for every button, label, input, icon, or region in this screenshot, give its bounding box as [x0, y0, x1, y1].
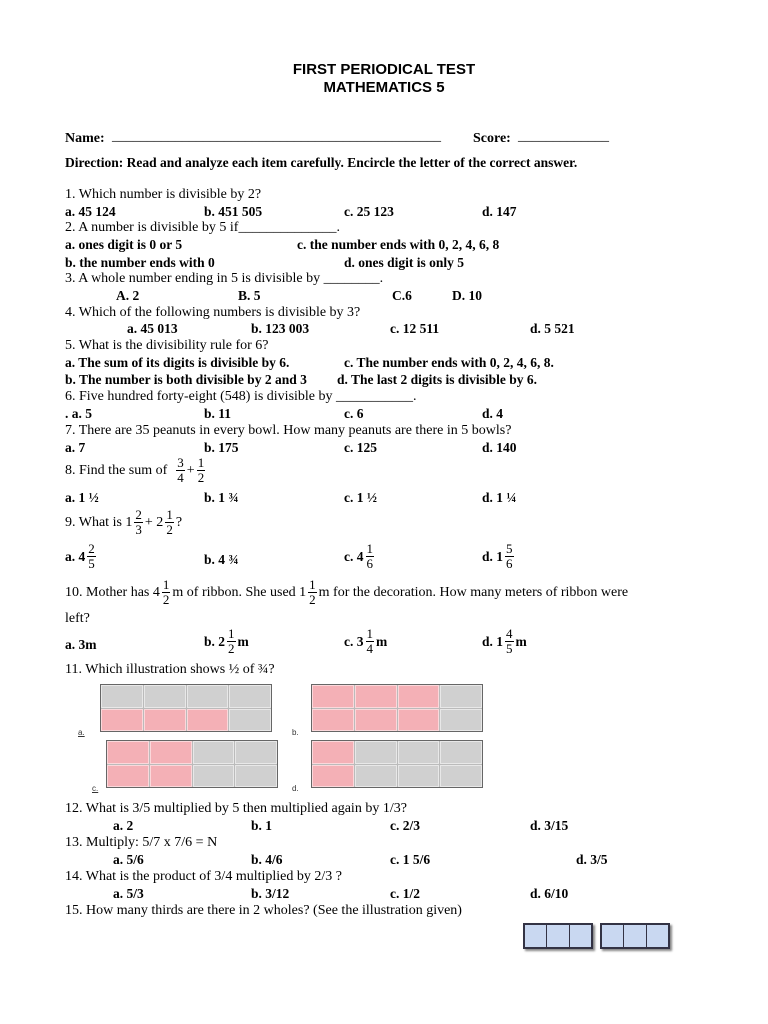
q8-fraction-2: $\frac{1}{2}$: [197, 455, 205, 485]
question-1: 1. Which number is divisible by 2?: [65, 187, 262, 202]
score-field[interactable]: _____________: [518, 129, 609, 144]
q1-choice-d[interactable]: d. 147: [482, 204, 517, 219]
q7-choice-b[interactable]: b. 175: [204, 440, 239, 455]
name-field[interactable]: _______________________________________________: [112, 129, 441, 144]
q12-choice-b[interactable]: b. 1: [251, 818, 273, 833]
q1-choice-a[interactable]: a. 45 124: [65, 204, 116, 219]
q5-choice-d[interactable]: d. The last 2 digits is divisible by 6.: [337, 372, 538, 387]
q8-choice-d[interactable]: d. 1 ¼: [482, 490, 517, 505]
q14-choice-a[interactable]: a. 5/3: [113, 886, 144, 901]
q10-choice-b[interactable]: b. 2 $\frac{1}{2}$ m: [204, 626, 249, 656]
q9-choice-b[interactable]: b. 4 ¾: [204, 552, 239, 567]
q13-choice-a[interactable]: a. 5/6: [113, 852, 144, 867]
q3-choice-b[interactable]: B. 5: [238, 288, 261, 303]
q8-fraction-1: $\frac{3}{4}$: [177, 455, 184, 485]
q9-fraction-2: $\frac{1}{2}$: [166, 507, 173, 537]
question-5: 5. What is the divisibility rule for 6?: [65, 338, 269, 353]
q14-choice-d[interactable]: d. 6/10: [530, 886, 569, 901]
question-2: 2. A number is divisible by 5 if______________.: [65, 220, 340, 235]
question-7: 7. There are 35 peanuts in every bowl. How many peanuts are there in 5 bowls?: [65, 423, 512, 438]
q7-choice-d[interactable]: d. 140: [482, 440, 517, 455]
q2-choice-d[interactable]: d. ones digit is only 5: [344, 255, 465, 270]
q4-choice-a[interactable]: a. 45 013: [127, 321, 178, 336]
q10-choice-c[interactable]: c. 3 $\frac{1}{4}$ m: [344, 626, 388, 656]
q9-choice-c[interactable]: c. 4 $\frac{1}{6}$: [344, 541, 373, 571]
q5-choice-c[interactable]: c. The number ends with 0, 2, 4, 6, 8.: [344, 355, 554, 370]
q12-choice-c[interactable]: c. 2/3: [390, 818, 420, 833]
q8-plus: +: [186, 462, 195, 478]
q9-choice-d[interactable]: d. 1 $\frac{5}{6}$: [482, 541, 513, 571]
illustration-c-label: c.: [92, 784, 99, 793]
q13-choice-c[interactable]: c. 1 5/6: [390, 852, 431, 867]
q8-choice-c[interactable]: c. 1 ½: [344, 490, 377, 505]
subject-title: MATHEMATICS 5: [323, 79, 445, 96]
thirds-illustration-2: [600, 923, 670, 949]
q2-choice-a[interactable]: a. ones digit is 0 or 5: [65, 237, 183, 252]
q4-choice-c[interactable]: c. 12 511: [390, 321, 440, 336]
question-8: [65, 456, 207, 485]
illustration-d-label: d.: [292, 784, 299, 793]
q5-choice-b[interactable]: b. The number is both divisible by 2 and 3: [65, 372, 307, 387]
q2-choice-b[interactable]: b. the number ends with 0: [65, 255, 215, 270]
illustration-a-label: a.: [78, 728, 85, 737]
q7-choice-a[interactable]: a. 7: [65, 440, 86, 455]
question-3: 3. A whole number ending in 5 is divisible by ________.: [65, 271, 384, 286]
question-10-continued: left?: [65, 611, 90, 626]
question-4: 4. Which of the following numbers is divisible by 3?: [65, 305, 361, 320]
q6-choice-b[interactable]: b. 11: [204, 406, 232, 421]
score-label: Score:: [473, 131, 511, 146]
q12-choice-a[interactable]: a. 2: [113, 818, 134, 833]
q14-choice-c[interactable]: c. 1/2: [390, 886, 420, 901]
question-12: 12. What is 3/5 multiplied by 5 then multiplied again by 1/3?: [65, 801, 407, 816]
q1-choice-c[interactable]: c. 25 123: [344, 204, 394, 219]
q1-choice-b[interactable]: b. 451 505: [204, 204, 263, 219]
q13-choice-d[interactable]: d. 3/5: [576, 852, 608, 867]
q2-choice-c[interactable]: c. the number ends with 0, 2, 4, 6, 8: [297, 237, 500, 252]
q7-choice-c[interactable]: c. 125: [344, 440, 377, 455]
q13-choice-b[interactable]: b. 4/6: [251, 852, 283, 867]
illustration-d[interactable]: [311, 740, 483, 788]
question-6: 6. Five hundred forty-eight (548) is divisible by ___________.: [65, 389, 417, 404]
q4-choice-b[interactable]: b. 123 003: [251, 321, 310, 336]
illustration-c[interactable]: [106, 740, 278, 788]
q6-choice-a[interactable]: . a. 5: [65, 406, 92, 421]
q6-choice-d[interactable]: d. 4: [482, 406, 504, 421]
question-13: 13. Multiply: 5/7 x 7/6 = N: [65, 835, 218, 850]
test-title: FIRST PERIODICAL TEST: [292, 61, 476, 78]
illustration-b[interactable]: [311, 684, 483, 732]
q14-choice-b[interactable]: b. 3/12: [251, 886, 290, 901]
question-10: 10. Mother has 4 $\frac{1}{2}$ m of ribbon. She used 1 $\frac{1}{2}$ m for the decoration. How many meters of ribbon were: [65, 577, 629, 607]
q3-choice-d[interactable]: D. 10: [452, 288, 482, 303]
question-15: 15. How many thirds are there in 2 wholes? (See the illustration given): [65, 903, 462, 918]
q8-choice-a[interactable]: a. 1 ½: [65, 490, 99, 505]
thirds-illustration-1: [523, 923, 593, 949]
q8-text: 8. Find the sum of: [65, 462, 168, 478]
question-14: 14. What is the product of 3/4 multiplied by 2/3 ?: [65, 869, 342, 884]
question-11: 11. Which illustration shows ½ of ¾?: [65, 662, 275, 677]
q3-choice-a[interactable]: A. 2: [116, 288, 140, 303]
q5-choice-a[interactable]: a. The sum of its digits is divisible by 6.: [65, 355, 290, 370]
q3-choice-c[interactable]: C.6: [392, 288, 412, 303]
q10-choice-a[interactable]: a. 3m: [65, 637, 97, 652]
question-9: 9. What is 1 $\frac{2}{3}$ + 2 $\frac{1}{2}$ ?: [65, 507, 183, 537]
q6-choice-c[interactable]: c. 6: [344, 406, 364, 421]
q4-choice-d[interactable]: d. 5 521: [530, 321, 575, 336]
q8-choice-b[interactable]: b. 1 ¾: [204, 490, 239, 505]
name-label: Name:: [65, 131, 105, 146]
q12-choice-d[interactable]: d. 3/15: [530, 818, 569, 833]
q9-fraction-1: $\frac{2}{3}$: [135, 507, 142, 537]
illustration-b-label: b.: [292, 728, 299, 737]
q10-choice-d[interactable]: d. 1 $\frac{4}{5}$ m: [482, 626, 527, 656]
illustration-a[interactable]: [100, 684, 272, 732]
direction-text: Direction: Read and analyze each item carefully. Encircle the letter of the correct answer.: [65, 155, 578, 170]
q9-choice-a[interactable]: a. 4 $\frac{2}{5}$: [65, 541, 95, 571]
